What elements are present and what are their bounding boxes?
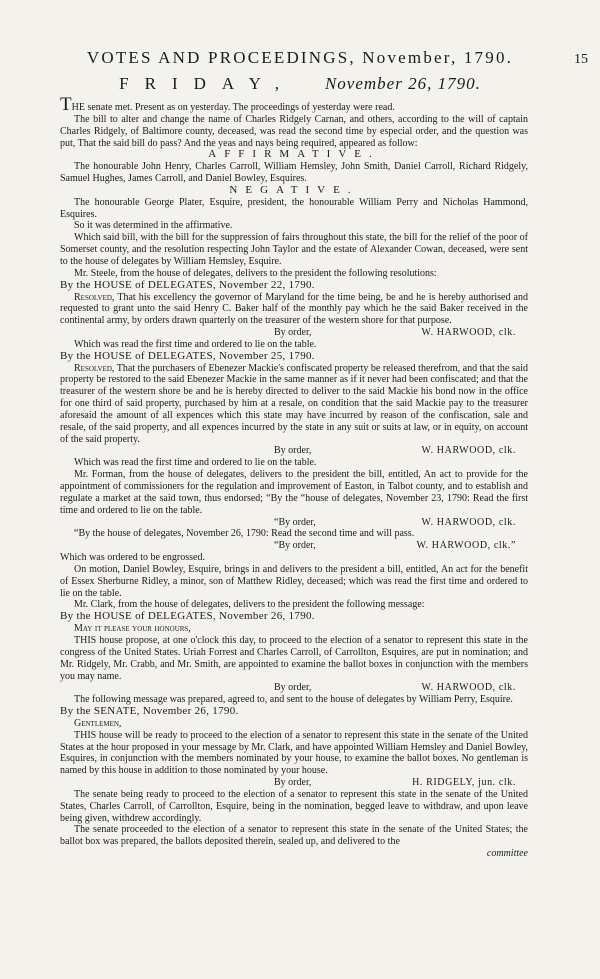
vote-names-affirmative: The honourable John Henry, Charles Carroll, William Hemsley, John Smith, Daniel Carroll, Richard Ridgely, Samuel Hughes, James Carroll, and Daniel Bowley, Esquires. [60,161,528,185]
paragraph: Mr. Forman, from the house of delegates, delivers to the president the bill, entitled, An act to provide for the appointment of commissioners for the regulation and improvement of Easton, in Talbot county, and to establish and regulate a market at the said town, thus endorsed; “By the “house of delegates, November 23, 1790: Read the first time and ordered to lie on the table. [60,469,528,516]
resolution: Resolved, That the purchasers of Ebenezer Mackie's confiscated property be released therefrom, and that the said property be restored to the said Ebenezer Mackie in the same manner as if it never had been confiscated; and that the treasurer of the western shore be and he is hereby directed to deliver to the said Mackie his bond now in the office for one third of said property, purchased by him at a resale, on condition that the said Mackie pay to the treasurer aforesaid the amount of all expences which this state may have incurred by reason of the confiscation, sale and resale, of the said property, and all expences incurred by the state in any suit or suits at law, or in equity, on account of the said property. [60,362,528,445]
paragraph: So it was determined in the affirmative. [74,220,233,232]
paragraph: “By the house of delegates, November 26, 1790: Read the second time and will pass. [74,528,415,540]
signature-line: By order, W. HARWOOD, clk. [274,327,516,339]
resolved-label: Resolved, [74,291,115,303]
vote-heading-affirmative: AFFIRMATIVE. [208,148,380,161]
resolved-label: Resolved, [74,362,115,374]
salutation: Gentlemen, [74,717,122,729]
paragraph: THIS house will be ready to proceed to the election of a senator to represent this state in the senate of the United States at the hour proposed in your message by Mr. Clark, and have appointed William Hemsley and Daniel Bowley, Esquires, in conjunction with the members nominated by your house, to examine the ballot boxes. No gentleman is named by this house in addition to those nominated by your house. [60,729,528,777]
paragraph: The bill to alter and change the name of Charles Ridgely Carnan, and others, according to the will of captain Charles Ridgely, of Baltimore county, deceased, was read the second time by especial order, and the question was put, That the said bill do pass? And the yeas and nays being required, appeared as follow: [60,113,528,149]
salutation: May it please your honours, [74,623,191,635]
vote-heading-negative: NEGATIVE. [229,183,359,196]
day-label: FRIDAY, [119,74,295,93]
paragraph: Which was read the first time and ordered to lie on the table. [74,457,317,469]
paragraph: The senate being ready to proceed to the election of a senator to represent this state in the senate of the United States, Charles Carroll, of Carrollton, Esquire, being in the nomination, begged leave to withdraw, and upon leave being given, withdrew accordingly. [60,788,528,824]
drop-cap: T [60,94,72,115]
signature-line: By order, W. HARWOOD, clk. [274,445,516,457]
paragraph: Mr. Steele, from the house of delegates, delivers to the president the following resolutions: [74,267,437,279]
signature-line: By order, H. RIDGELY, jun. clk. [274,777,516,789]
running-head: VOTES AND PROCEEDINGS, November, 1790. [86,48,514,67]
catchword: committee [486,848,528,860]
signature-line: By order, W. HARWOOD, clk. [274,682,516,694]
paragraph: On motion, Daniel Bowley, Esquire, brings in and delivers to the president a bill, entitled, An act for the benefit of Essex Sherburne Ridley, a minor, son of Matthew Ridley, deceased; which was read the first time and ordered to lie on the table. [60,563,528,599]
paragraph: THE senate met. Present as on yesterday. The proceedings of yesterday were read. [60,94,395,115]
house-heading: By the HOUSE of DELEGATES, November 26, 1790. [60,610,315,623]
date-label: November 26, 1790. [324,74,481,93]
house-heading: By the HOUSE of DELEGATES, November 22, 1790. [60,278,315,291]
senate-heading: By the SENATE, November 26, 1790. [60,705,239,718]
paragraph: THIS house propose, at one o'clock this day, to proceed to the election of a senator to represent this state in the congress of the United States. Uriah Forrest and Charles Carroll, of Carrollton, Esquires, are put in nomination; and Mr. Ridgely, Mr. Crabb, and Mr. Smith, are appointed to examine the ballot boxes in conjunction with the members you may name. [60,634,528,682]
signature-line: “By order, W. HARWOOD, clk.” [274,540,516,552]
page-number: 15 [574,52,588,67]
paragraph: The following message was prepared, agreed to, and sent to the house of delegates by William Perry, Esquire. [74,694,513,706]
paragraph: Which was ordered to be engrossed. [60,552,205,564]
vote-names-negative: The honourable George Plater, Esquire, president, the honourable William Perry and Nicholas Hammond, Esquires. [60,196,528,220]
paragraph: Mr. Clark, from the house of delegates, delivers to the president the following message: [74,599,425,611]
house-heading: By the HOUSE of DELEGATES, November 25, 1790. [60,349,315,362]
paragraph: The senate proceeded to the election of a senator to represent this state in the senate of the United States; the ballot box was prepared, the ballots deposited therein, sealed up, and delivered to the [60,824,528,848]
resolution: Resolved, That his excellency the governor of Maryland for the time being, be and he is hereby authorised and requested to grant unto the said Henry C. Baker half of the monthly pay which he the said Baker received in the continental army, by orders drawn quarterly on the treasurer of the western shore for that purpose. [60,291,528,327]
body-text [60,94,528,860]
signature-line: “By order, W. HARWOOD, clk. [274,516,516,528]
paragraph: Which was read the first time and ordered to lie on the table. [74,338,317,350]
paragraph: Which said bill, with the bill for the suppression of fairs throughout this state, the bill for the relief of the poor of Somerset county, and the resolution respecting John Taylor and the estate of Alexander Cowan, deceased, were sent to the house of delegates by William Hemsley, Esquire. [60,232,528,267]
day-heading [0,74,600,94]
